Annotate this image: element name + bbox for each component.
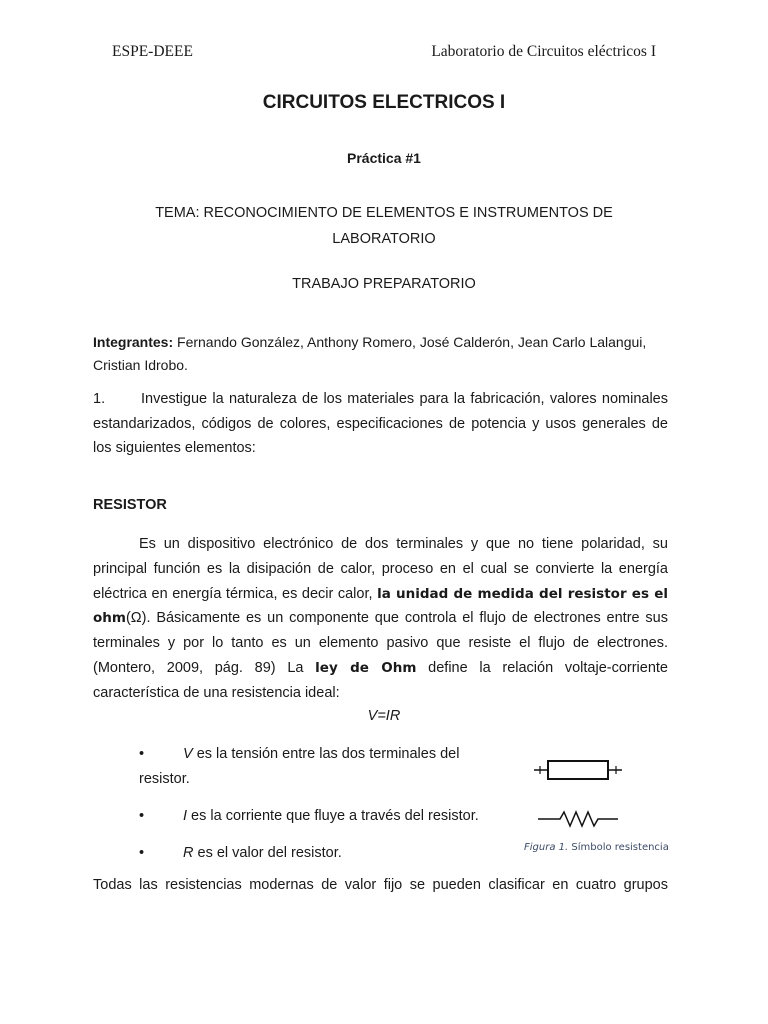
practice-number: Práctica #1: [347, 150, 421, 166]
question-1-text: Investigue la naturaleza de los materiales para la fabricación, valores nominales estandarizados, códigos de colores, especificaciones de potencia y usos generales de los siguientes elementos:: [93, 391, 668, 456]
paragraph-bold-ohm: la unidad de medida del resistor es el ohm: [93, 585, 668, 627]
section-heading-resistor: RESISTOR: [93, 497, 167, 513]
resistor-zigzag-symbol-icon: [536, 806, 620, 832]
bullet-dot: •: [139, 746, 145, 762]
resistor-box-symbol-icon: [532, 756, 624, 784]
header-right: Laboratorio de Circuitos eléctricos I: [431, 43, 656, 60]
team-members: [93, 331, 668, 377]
closing-line: Todas las resistencias modernas de valor fijo se pueden clasificar en cuatro grupos: [93, 877, 668, 893]
team-members-names: Fernando González, Anthony Romero, José Calderón, Jean Carlo Lalangui, Cristian Idrobo.: [93, 334, 647, 373]
bullet-voltage: [139, 742, 489, 792]
bullet-var-v: V: [183, 746, 193, 762]
caption-figure-label: Figura 1.: [524, 842, 569, 853]
paragraph-bold-ohm-law: ley de Ohm: [315, 659, 417, 676]
question-1: [93, 387, 668, 461]
bullet-dot: •: [139, 845, 145, 861]
bullet-current: [139, 804, 489, 829]
resistor-paragraph: [93, 532, 668, 706]
topic-heading: TEMA: RECONOCIMIENTO DE ELEMENTOS E INSTRUMENTOS DE LABORATORIO: [155, 205, 613, 247]
bullet-text-i: es la corriente que fluye a través del resistor.: [187, 808, 479, 824]
paragraph-text-3: define la relación voltaje-corriente característica de una resistencia ideal:: [93, 659, 668, 701]
bullet-text-r: es el valor del resistor.: [193, 845, 342, 861]
ohm-symbol: (Ω): [125, 610, 147, 627]
bullet-resistance: [139, 841, 489, 866]
ohm-formula: V=IR: [367, 708, 401, 724]
bullet-text-v: es la tensión entre las dos terminales del resistor.: [139, 746, 460, 787]
caption-text: Símbolo resistencia: [568, 842, 669, 853]
question-1-number: 1.: [93, 391, 106, 407]
header-left: ESPE-DEEE: [112, 43, 193, 60]
bullet-var-i: I: [183, 808, 188, 824]
paragraph-text-2: . Básicamente es un componente que controla el flujo de electrones entre sus terminales y por lo tanto es un elemento pasivo que resiste el flujo de electrones. (Montero, 2009, pág. 89) La: [93, 610, 668, 676]
document-title: CIRCUITOS ELECTRICOS I: [262, 92, 506, 113]
figure-caption: [524, 842, 669, 853]
preparatory-work-heading: TRABAJO PREPARATORIO: [292, 276, 476, 292]
team-members-label: Integrantes:: [93, 334, 174, 350]
bullet-var-r: R: [183, 845, 194, 861]
paragraph-text-1: Es un dispositivo electrónico de dos terminales y que no tiene polaridad, su principal función es la disipación de calor, proceso en el cual se convierte la energía eléctrica en energía térmica, es decir calor,: [93, 536, 668, 602]
bullet-dot: •: [139, 808, 145, 824]
